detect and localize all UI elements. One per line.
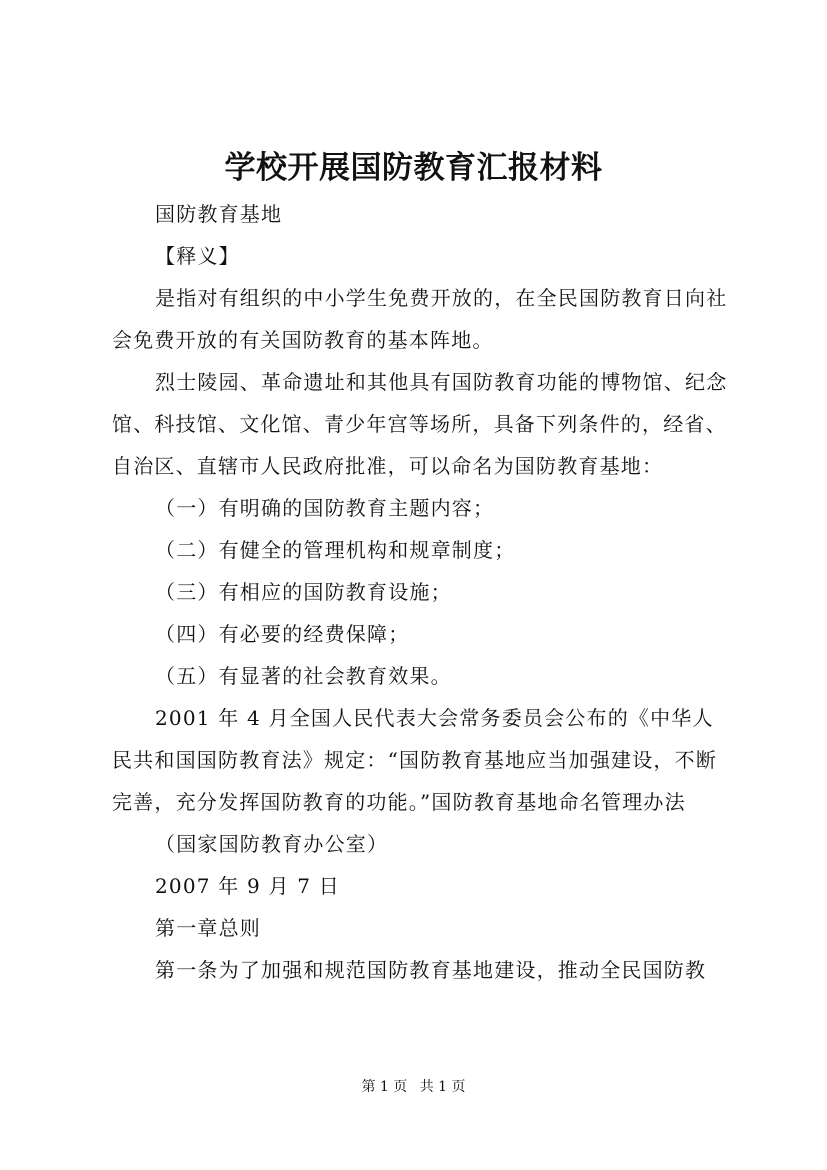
page-total: 共 1 页	[419, 1079, 466, 1095]
paragraph-article-1: 第一条为了加强和规范国防教育基地建设，推动全民国防教	[155, 958, 707, 982]
document-body	[112, 193, 728, 991]
paragraph-definition-label: 【释义】	[155, 244, 240, 268]
paragraph-law-reference: 2001 年 4 月全国人民代表大会常务委员会公布的《中华人民共和国国防教育法》规定：“国防教育基地应当加强建设，不断完善，充分发挥国防教育的功能。”国防教育基地命名管理办法	[112, 706, 718, 814]
paragraph-condition-1: （一）有明确的国防教育主题内容；	[155, 496, 495, 520]
paragraph-definition: 是指对有组织的中小学生免费开放的，在全民国防教育日向社会免费开放的有关国防教育的基本阵地。	[112, 286, 728, 352]
page-number: 第 1 页	[361, 1079, 408, 1095]
paragraph-date: 2007 年 9 月 7 日	[155, 874, 340, 898]
document-title: 学校开展国防教育汇报材料	[224, 150, 603, 186]
paragraph-issuer: （国家国防教育办公室）	[155, 832, 389, 856]
paragraph-condition-2: （二）有健全的管理机构和规章制度；	[155, 538, 516, 562]
paragraph-condition-4: （四）有必要的经费保障；	[155, 622, 410, 646]
paragraph-heading-base: 国防教育基地	[155, 202, 283, 226]
paragraph-chapter-heading: 第一章总则	[155, 916, 261, 940]
paragraph-condition-5: （五）有显著的社会教育效果。	[155, 664, 452, 688]
page-footer	[0, 1077, 827, 1097]
paragraph-conditions-intro: 烈士陵园、革命遗址和其他具有国防教育功能的博物馆、纪念馆、科技馆、文化馆、青少年宫等场所，具备下列条件的，经省、自治区、直辖市人民政府批准，可以命名为国防教育基地：	[112, 370, 728, 478]
paragraph-condition-3: （三）有相应的国防教育设施；	[155, 580, 452, 604]
